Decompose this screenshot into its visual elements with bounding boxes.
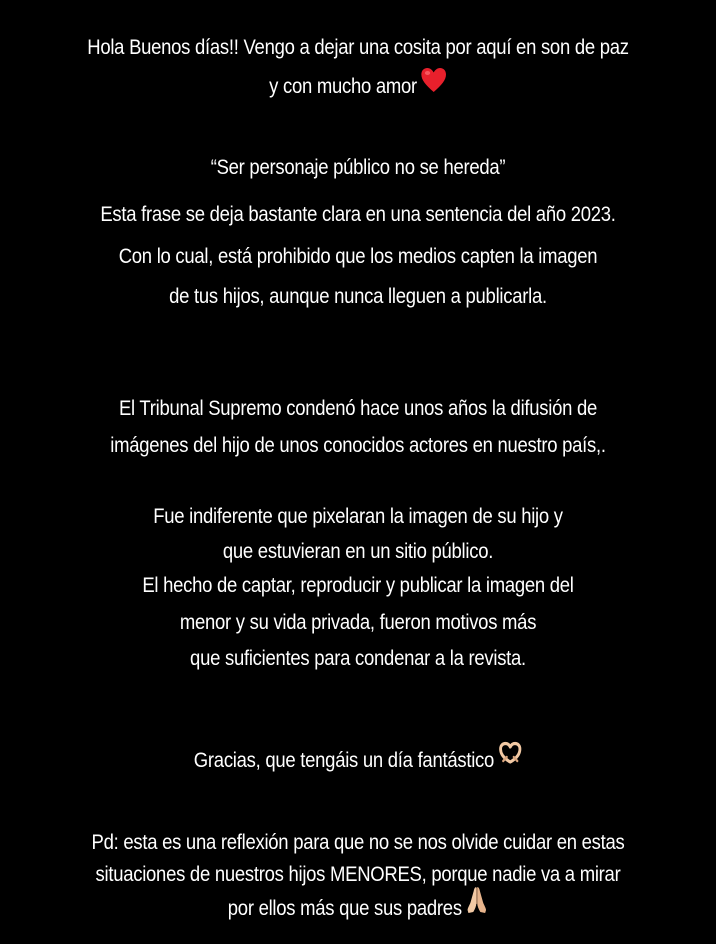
greeting-line-2 — [43, 69, 673, 106]
para3-line-2: que estuvieran en un sitio público. — [222, 540, 494, 563]
para1-line-3: de tus hijos, aunque nunca lleguen a publicarla. — [169, 285, 547, 308]
para2-line-2: imágenes del hijo de unos conocidos actores en nuestro país,. — [110, 434, 606, 457]
para3-line-4: menor y su vida privada, fueron motivos más — [179, 611, 537, 634]
para3-line-5: que suficientes para condenar a la revista. — [190, 647, 526, 670]
para2-line-1: El Tribunal Supremo condenó hace unos años la difusión de — [118, 397, 598, 420]
pd-line-3 — [43, 889, 673, 930]
para3-line-3: El hecho de captar, reproducir y publicar la imagen del — [142, 574, 574, 597]
para1-line-1: Esta frase se deja bastante clara en una sentencia del año 2023. — [100, 203, 616, 226]
para1-line-2: Con lo cual, está prohibido que los medios capten la imagen — [118, 245, 598, 268]
pd-line-3-text: por ellos más que sus padres — [227, 897, 462, 921]
pd-line-2: situaciones de nuestros hijos MENORES, porque nadie va a mirar — [95, 863, 621, 886]
pd-line-1: Pd: esta es una reflexión para que no se nos olvide cuidar en estas — [91, 831, 625, 854]
red-heart-icon — [420, 69, 446, 106]
quote-text: “Ser personaje público no se hereda” — [210, 156, 506, 179]
folded-hands-icon — [465, 889, 488, 930]
thanks-line — [43, 744, 673, 779]
greeting-line-1: Hola Buenos días!! Vengo a dejar una cosita por aquí en son de paz — [87, 36, 629, 59]
heart-hands-icon — [498, 744, 523, 779]
para3-line-1: Fue indiferente que pixelaran la imagen de su hijo y — [153, 505, 563, 528]
greeting-line-2-text: y con mucho amor — [269, 75, 417, 99]
thanks-text: Gracias, que tengáis un día fantástico — [193, 749, 495, 773]
